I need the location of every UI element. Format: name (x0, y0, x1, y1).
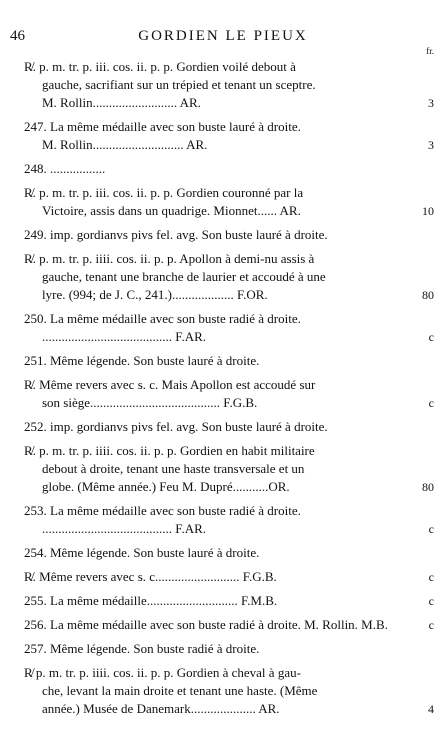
entry-line (0, 286, 446, 304)
entry-text: 248. ................. (24, 161, 106, 176)
entry-text: son siège........................................ F.G.B. (42, 395, 258, 410)
entry-line (0, 700, 446, 718)
price-value: 3 (428, 96, 434, 110)
entry-text: M. Rollin............................ AR. (42, 137, 208, 152)
entry-line (0, 544, 446, 562)
entry-text: M. Rollin.......................... AR. (42, 95, 201, 110)
entry-text: 252. imp. gordianvs pivs fel. avg. Son buste lauré à droite. (24, 419, 328, 434)
entry-text: 251. Même légende. Son buste lauré à droite. (24, 353, 260, 368)
entry-line (0, 160, 446, 178)
entry-text: debout à droite, tenant une haste transversale et un (42, 461, 305, 476)
entry-text: 253. La même médaille avec son buste radié à droite. (24, 503, 301, 518)
entry-text: globe. (Même année.) Feu M. Dupré...........OR. (42, 479, 290, 494)
catalog-entry (0, 664, 446, 718)
entry-line (0, 328, 446, 346)
price-value: c (428, 522, 434, 536)
entry-line (0, 616, 446, 634)
entry-text: 247. La même médaille avec son buste lauré à droite. (24, 119, 301, 134)
catalog-entry (0, 568, 446, 586)
entry-line (0, 184, 446, 202)
entry-text: 254. Même légende. Son buste lauré à droite. (24, 545, 260, 560)
entry-line (0, 376, 446, 394)
entry-line (0, 58, 446, 76)
entry-line (0, 664, 446, 682)
entry-line (0, 520, 446, 538)
entry-line (0, 394, 446, 412)
entry-text: 250. La même médaille avec son buste radié à droite. (24, 311, 301, 326)
price-value: c (428, 396, 434, 410)
entry-text: che, levant la main droite et tenant une haste. (Même (42, 683, 318, 698)
entry-line (0, 94, 446, 112)
entry-text: année.) Musée de Danemark.................... AR. (42, 701, 280, 716)
catalog-entry (0, 616, 446, 634)
entry-line (0, 310, 446, 328)
entry-line (0, 568, 446, 586)
entry-text: gauche, sacrifiant sur un trépied et tenant un sceptre. (42, 77, 316, 92)
entry-line (0, 268, 446, 286)
catalog-entry (0, 592, 446, 610)
entry-text: 257. Même légende. Son buste radié à droite. (24, 641, 260, 656)
price-value: c (428, 330, 434, 344)
entry-line (0, 352, 446, 370)
catalog-entries (0, 58, 446, 724)
entry-line (0, 136, 446, 154)
price-value: c (428, 570, 434, 584)
entry-text: lyre. (994; de J. C., 241.)................... F.OR. (42, 287, 268, 302)
entry-text: R̸. Même revers avec s. c. Mais Apollon est accoudé sur (24, 377, 316, 392)
entry-line (0, 250, 446, 268)
entry-text: R̸. p. m. tr. p. iiii. cos. ii. p. p. Gordien en habit militaire (24, 443, 315, 458)
catalog-entry (0, 502, 446, 538)
price-value: 3 (428, 138, 434, 152)
price-value: c (428, 618, 434, 632)
entry-line (0, 592, 446, 610)
entry-text: Victoire, assis dans un quadrige. Mionnet...... AR. (42, 203, 301, 218)
entry-text: R̸ p. m. tr. p. iiii. cos. ii. p. p. Gordien à cheval à gau- (24, 665, 301, 680)
catalog-entry (0, 226, 446, 244)
entry-line (0, 640, 446, 658)
catalog-entry (0, 442, 446, 496)
entry-line (0, 478, 446, 496)
entry-line (0, 460, 446, 478)
catalog-entry (0, 352, 446, 370)
price-column-head: fr. (426, 46, 434, 56)
catalog-entry (0, 640, 446, 658)
entry-line (0, 202, 446, 220)
price-value: c (428, 594, 434, 608)
entry-line (0, 682, 446, 700)
entry-text: R̸. Même revers avec s. c.......................... F.G.B. (24, 569, 277, 584)
catalog-entry (0, 418, 446, 436)
entry-line (0, 76, 446, 94)
entry-line (0, 418, 446, 436)
entry-text: R̸. p. m. tr. p. iii. cos. ii. p. p. Gordien couronné par la (24, 185, 304, 200)
catalog-entry (0, 544, 446, 562)
page-number: 46 (10, 28, 25, 44)
entry-text: R̸. p. m. tr. p. iiii. cos. ii. p. p. Apollon à demi-nu assis à (24, 251, 315, 266)
catalog-entry (0, 310, 446, 346)
price-value: 80 (422, 480, 434, 494)
catalog-entry (0, 118, 446, 154)
price-value: 10 (422, 204, 434, 218)
entry-line (0, 118, 446, 136)
entry-line (0, 502, 446, 520)
entry-text: R̸. p. m. tr. p. iii. cos. ii. p. p. Gordien voilé debout à (24, 59, 296, 74)
entry-text: 256. La même médaille avec son buste radié à droite. M. Rollin. M.B. (24, 617, 388, 632)
entry-text: ........................................ F.AR. (42, 521, 206, 536)
page-header (0, 28, 446, 56)
entry-text: gauche, tenant une branche de laurier et accoudé à une (42, 269, 326, 284)
entry-text: 249. imp. gordianvs pivs fel. avg. Son buste lauré à droite. (24, 227, 328, 242)
entry-text: 255. La même médaille............................ F.M.B. (24, 593, 278, 608)
catalog-entry (0, 184, 446, 220)
price-value: 80 (422, 288, 434, 302)
entry-text: ........................................ F.AR. (42, 329, 206, 344)
catalog-entry (0, 376, 446, 412)
catalog-entry (0, 160, 446, 178)
page-title: GORDIEN LE PIEUX (138, 28, 308, 44)
catalog-entry (0, 250, 446, 304)
catalog-entry (0, 58, 446, 112)
price-value: 4 (428, 702, 434, 716)
entry-line (0, 442, 446, 460)
entry-line (0, 226, 446, 244)
